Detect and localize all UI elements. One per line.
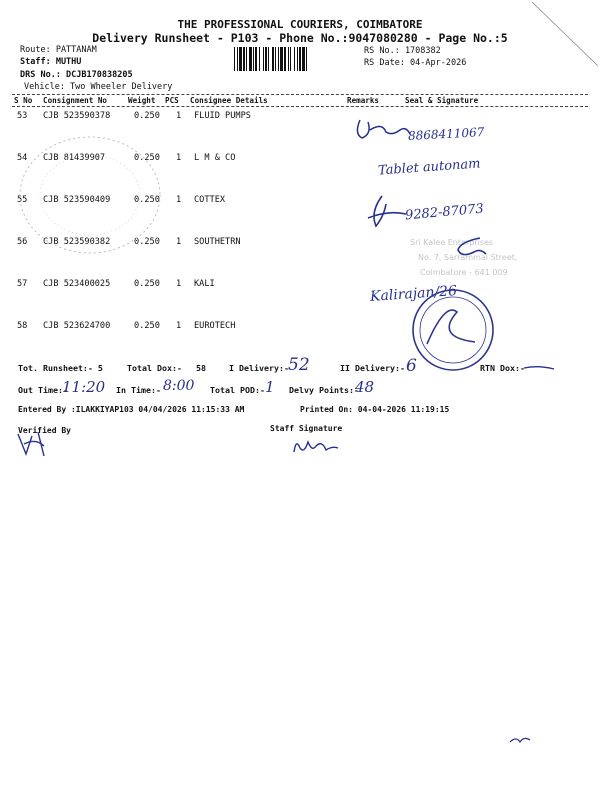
total-pod-value: 1 [265,378,275,396]
delvy-points-value: 48 [355,378,375,396]
in-time-label: In Time:- [116,385,161,395]
row-consignee: COTTEX [194,195,226,205]
row-weight: 0.250 [134,321,160,331]
row-weight: 0.250 [134,153,160,163]
row-consignee: L M & CO [194,153,236,163]
total-runsheet: Tot. Runsheet:- 5 [18,363,103,373]
row-consignment: CJB 523400025 [43,279,111,289]
entered-by: Entered By :ILAKKIYAP103 04/04/2026 11:15:33 AM [18,405,245,414]
staff-signature [290,434,340,456]
rtn-dox-dash [522,362,556,374]
i-delivery-value: 52 [288,355,310,375]
row-consignee: FLUID PUMPS [194,111,251,121]
handwritten-signature-57: Kalirajan/26 [369,282,458,306]
row-pcs: 1 [176,111,182,121]
in-time-value: 8:00 [163,378,195,394]
col-consignee: Consignee Details [190,96,268,105]
col-remarks: Remarks [347,96,380,105]
col-weight: Weight [128,96,156,105]
company-title: THE PROFESSIONAL COURIERS, COIMBATORE [177,18,423,31]
out-time-label: Out Time:- [18,385,68,395]
runsheet-subtitle: Delivery Runsheet - P103 - Phone No.:9047080280 - Page No.:5 [92,31,508,45]
row-pcs: 1 [176,195,182,205]
col-pcs: PCS [165,96,179,105]
row-consignment: CJB 523624700 [43,321,111,331]
total-dox-value: 58 [196,363,206,373]
row-consignee: EUROTECH [194,321,236,331]
total-dox-label: Total Dox:- [127,363,182,373]
svg-text:Sri Kalee Enterprises: Sri Kalee Enterprises [410,238,494,247]
col-consignment: Consignment No [43,96,108,105]
row-weight: 0.250 [134,195,160,205]
verified-by-label: Verified By [18,426,71,435]
rtn-dox-label: RTN Dox:- [480,363,525,373]
out-time-value: 11:20 [62,378,106,396]
handwritten-note-54: Tablet autonam [377,156,481,179]
barcode [232,46,360,72]
row-consignee: KALI [194,279,215,289]
verified-signature [14,428,54,458]
row-sno: 53 [17,111,28,121]
row-consignment: CJB 81439907 [43,153,106,163]
row-sno: 57 [17,279,28,289]
rs-number: RS No.: 1708382 [364,46,441,56]
signature-53 [352,112,412,144]
route-label: Route: PATTANAM [20,45,97,55]
row-sno: 54 [17,153,28,163]
col-sno: S No [14,96,33,105]
ii-delivery-value: 6 [406,356,417,376]
i-delivery-label: I Delivery:- [229,363,289,373]
row-weight: 0.250 [134,279,160,289]
handwritten-phone-53: 8868411067 [407,125,485,143]
signature-56 [440,232,490,262]
row-pcs: 1 [176,153,182,163]
ii-delivery-label: II Delivery:- [340,363,405,373]
faded-stamp-left [10,130,180,260]
row-consignment: CJB 523590409 [43,195,111,205]
row-consignment: CJB 523590378 [43,111,111,121]
drs-label: DRS No.: DCJB170838205 [20,70,133,80]
page-fold-mark [530,0,600,70]
row-pcs: 1 [176,237,182,247]
rs-date: RS Date: 04-Apr-2026 [364,58,467,68]
staff-signature-label: Staff Signature [270,424,343,433]
row-sno: 56 [17,237,28,247]
signature-55 [362,192,410,232]
row-consignment: CJB 523590382 [43,237,111,247]
staff-label: Staff: MUTHU [20,57,82,67]
col-seal: Seal & Signature [405,96,479,105]
handwritten-phone-55: 9282-87073 [404,201,485,224]
total-pod-label: Total POD:- [210,385,265,395]
row-weight: 0.250 [134,111,160,121]
ink-mark [508,734,532,746]
row-pcs: 1 [176,321,182,331]
row-weight: 0.250 [134,237,160,247]
printed-on: Printed On: 04-04-2026 11:19:15 [300,405,450,414]
delvy-points-label: Delvy Points:- [289,385,359,395]
vehicle-label: Vehicle: Two Wheeler Delivery [24,82,173,92]
row-sno: 58 [17,321,28,331]
row-pcs: 1 [176,279,182,289]
row-consignee: SOUTHETRN [194,237,241,247]
row-sno: 55 [17,195,28,205]
svg-text:Coimbatore - 641 009: Coimbatore - 641 009 [420,268,508,277]
svg-text:No. 7, Sarrammal Street,: No. 7, Sarrammal Street, [418,253,518,262]
